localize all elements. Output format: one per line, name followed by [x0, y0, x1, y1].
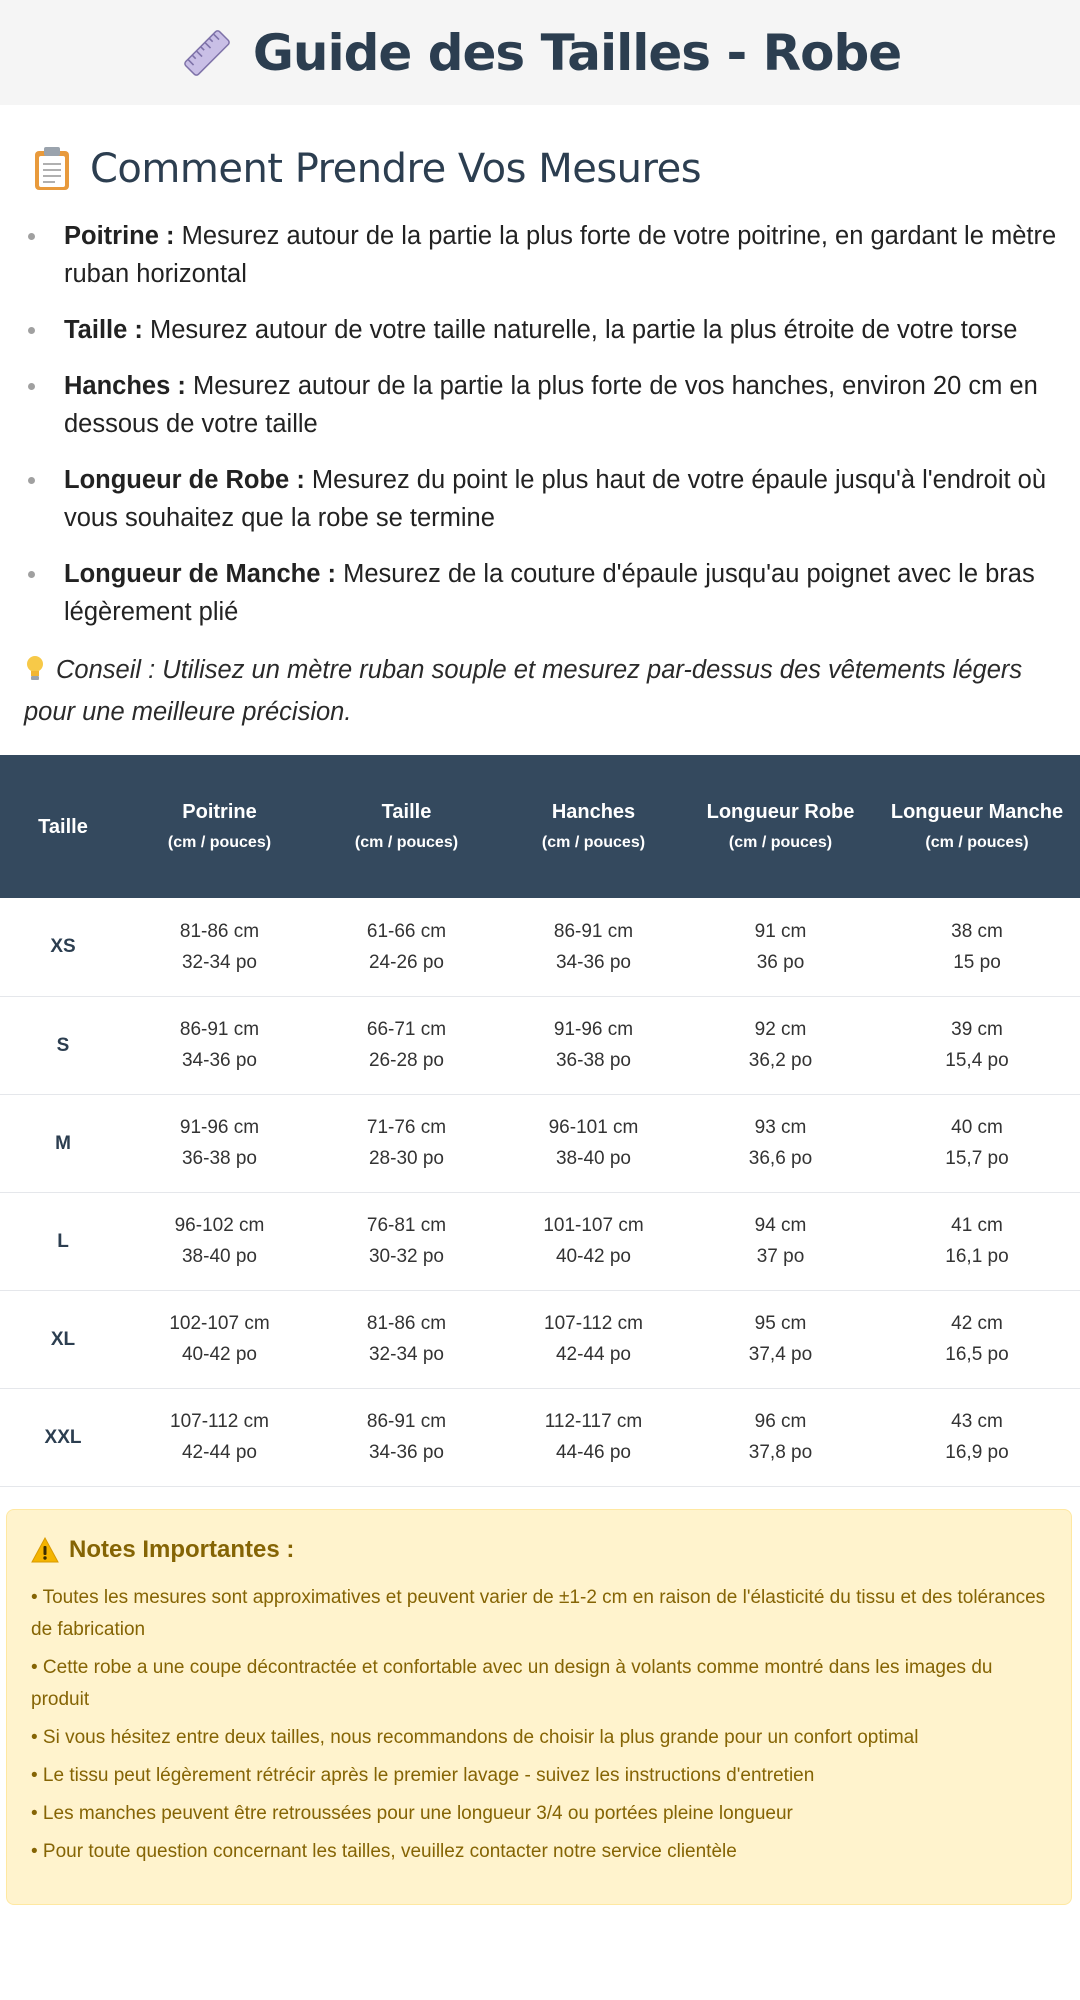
value-cm: 91 cm: [754, 920, 807, 942]
cell-sleeve-length: [874, 1192, 1080, 1290]
value-cm: 94 cm: [754, 1215, 807, 1236]
value-inches: 16,1 po: [945, 1246, 1009, 1267]
instruction-text: Mesurez de la couture d'épaule jusqu'au poignet avec le bras légèrement plié: [64, 560, 1035, 626]
value-inches: 34-36 po: [368, 1442, 444, 1463]
instruction-item-hips: [28, 367, 1060, 443]
value-inches: 36,6 po: [748, 1148, 813, 1169]
value-inches: 37,4 po: [748, 1344, 813, 1365]
size-table-body: [0, 898, 1080, 1486]
cell-waist: [313, 1290, 500, 1388]
value-cm: 41 cm: [951, 1215, 1003, 1236]
instruction-item-bust: [28, 217, 1060, 293]
cell-sleeve-length: [874, 1388, 1080, 1486]
size-label-cell: XL: [50, 1328, 76, 1350]
cell-sleeve-length: [874, 996, 1080, 1094]
value-cm: 107-112 cm: [170, 1411, 269, 1432]
bullet-dot: [28, 477, 35, 484]
cell-sleeve-length: [874, 1094, 1080, 1192]
column-header-label: Hanches: [551, 800, 636, 823]
value-cm: 93 cm: [754, 1117, 807, 1138]
note-item: • Toutes les mesures sont approximatives et peuvent varier de ±1-2 cm en raison de l'élasticité du tissu et des tolérances de fabrication: [31, 1586, 1046, 1640]
cell-dress-length: [687, 1388, 874, 1486]
cell-bust: [126, 898, 313, 996]
value-inches: 42-44 po: [555, 1344, 631, 1365]
value-cm: 91-96 cm: [553, 1019, 634, 1040]
value-cm: 61-66 cm: [366, 920, 447, 942]
tip-body: Conseil : Utilisez un mètre ruban souple et mesurez par-dessus des vêtements légers pour une meilleure précision.: [24, 656, 1023, 726]
column-header-waist: [313, 755, 500, 898]
value-cm: 95 cm: [754, 1313, 807, 1334]
instruction-item-waist: [28, 311, 1060, 349]
table-row: [0, 1094, 1080, 1192]
instruction-text: Mesurez du point le plus haut de votre épaule jusqu'à l'endroit où vous souhaitez que la robe se termine: [64, 466, 1047, 532]
value-inches: 30-32 po: [368, 1246, 444, 1267]
value-cm: 42 cm: [951, 1313, 1003, 1334]
value-inches: 37 po: [756, 1246, 805, 1267]
column-header-label: Longueur Robe: [706, 800, 855, 823]
value-cm: 66-71 cm: [366, 1019, 447, 1040]
instruction-term: Taille :: [64, 316, 143, 344]
instruction-term: Poitrine :: [64, 222, 175, 250]
value-inches: 37,8 po: [748, 1442, 813, 1463]
value-inches: 34-36 po: [181, 1050, 257, 1071]
value-inches: 44-46 po: [555, 1442, 631, 1463]
note-item: • Le tissu peut légèrement rétrécir après le premier lavage - suivez les instructions d'entretien: [31, 1764, 815, 1786]
bullet-dot: [28, 327, 35, 334]
size-label-cell: M: [55, 1132, 71, 1154]
note-item: • Les manches peuvent être retroussées pour une longueur 3/4 ou portées pleine longueur: [31, 1802, 793, 1824]
instruction-term: Longueur de Robe :: [64, 466, 305, 494]
instruction-text: Mesurez autour de votre taille naturelle, la partie la plus étroite de votre torse: [142, 316, 1018, 344]
column-header-unit: (cm / pouces): [925, 833, 1029, 851]
value-inches: 28-30 po: [368, 1148, 444, 1169]
size-label-cell: XXL: [44, 1426, 82, 1448]
value-cm: 107-112 cm: [544, 1313, 643, 1334]
column-header-label: Taille: [38, 815, 88, 838]
cell-sleeve-length: [874, 1290, 1080, 1388]
size-label-cell: XS: [50, 936, 76, 958]
value-cm: 86-91 cm: [553, 920, 634, 942]
cell-hips: [500, 996, 687, 1094]
value-cm: 102-107 cm: [169, 1313, 270, 1334]
column-header-label: Poitrine: [182, 800, 257, 823]
cell-hips: [500, 1388, 687, 1486]
value-inches: 32-34 po: [368, 1344, 444, 1365]
value-cm: 96-102 cm: [174, 1215, 265, 1236]
value-inches: 24-26 po: [368, 951, 444, 973]
column-header-sleeve-length: [874, 755, 1080, 898]
cell-dress-length: [687, 1290, 874, 1388]
cell-hips: [500, 1192, 687, 1290]
value-inches: 36 po: [756, 951, 805, 973]
note-item: • Cette robe a une coupe décontractée et confortable avec un design à volants comme montré dans les images du produit: [31, 1656, 993, 1710]
ruler-icon: [179, 25, 235, 81]
column-header-unit: (cm / pouces): [728, 833, 833, 851]
size-label-cell: S: [56, 1034, 70, 1056]
value-inches: 15 po: [953, 951, 1001, 973]
cell-waist: [313, 1388, 500, 1486]
cell-hips: [500, 1094, 687, 1192]
value-cm: 38 cm: [951, 920, 1003, 942]
value-inches: 40-42 po: [181, 1344, 257, 1365]
cell-dress-length: [687, 1192, 874, 1290]
value-inches: 38-40 po: [181, 1246, 257, 1267]
column-header-label: Longueur Manche: [890, 800, 1064, 823]
page-title-text: Guide des Tailles - Robe: [252, 23, 902, 82]
column-header-label: Taille: [381, 800, 432, 823]
size-chart-table: [0, 755, 1080, 1487]
cell-hips: [500, 1290, 687, 1388]
value-inches: 16,9 po: [945, 1442, 1009, 1463]
cell-bust: [126, 1388, 313, 1486]
bullet-dot: [28, 571, 35, 578]
measure-instructions: [0, 217, 1080, 631]
column-header-bust: [126, 755, 313, 898]
bullet-dot: [28, 383, 35, 390]
value-inches: 34-36 po: [555, 951, 631, 973]
value-inches: 38-40 po: [555, 1148, 631, 1169]
value-inches: 36-38 po: [181, 1148, 257, 1169]
value-cm: 43 cm: [951, 1411, 1003, 1432]
instruction-item-dress-length: [28, 461, 1060, 537]
table-row: [0, 1388, 1080, 1486]
value-cm: 81-86 cm: [366, 1313, 447, 1334]
value-cm: 76-81 cm: [366, 1215, 447, 1236]
column-header-size: [0, 755, 126, 898]
instruction-term: Hanches :: [64, 372, 186, 400]
value-cm: 40 cm: [951, 1117, 1003, 1138]
instruction-text: Mesurez autour de la partie la plus forte de votre poitrine, en gardant le mètre ruban horizontal: [64, 222, 1057, 288]
important-notes: [6, 1509, 1072, 1905]
instruction-term: Longueur de Manche :: [64, 560, 337, 588]
measure-section: [0, 139, 1080, 733]
value-inches: 16,5 po: [945, 1344, 1009, 1365]
cell-dress-length: [687, 1094, 874, 1192]
value-cm: 96-101 cm: [548, 1117, 639, 1138]
cell-bust: [126, 1290, 313, 1388]
warning-icon: [31, 1537, 59, 1563]
table-row: [0, 1192, 1080, 1290]
column-header-hips: [500, 755, 687, 898]
value-cm: 101-107 cm: [543, 1215, 644, 1236]
cell-sleeve-length: [874, 898, 1080, 996]
value-cm: 91-96 cm: [179, 1117, 260, 1138]
instruction-item-sleeve-length: [28, 555, 1060, 631]
notes-title-text: Notes Importantes :: [69, 1535, 295, 1563]
column-header-unit: (cm / pouces): [167, 833, 272, 851]
column-header-unit: (cm / pouces): [354, 833, 459, 851]
table-header-row: [0, 755, 1080, 898]
notes-list: [27, 1582, 1051, 1868]
page-title: [179, 24, 901, 82]
cell-bust: [126, 996, 313, 1094]
cell-bust: [126, 1192, 313, 1290]
value-inches: 36-38 po: [555, 1050, 631, 1071]
value-cm: 71-76 cm: [366, 1117, 447, 1138]
value-inches: 36,2 po: [748, 1050, 813, 1071]
note-item: • Pour toute question concernant les tailles, veuillez contacter notre service clientèle: [31, 1840, 737, 1862]
table-row: [0, 1290, 1080, 1388]
table-row: [0, 898, 1080, 996]
value-inches: 26-28 po: [368, 1050, 444, 1071]
value-cm: 112-117 cm: [544, 1411, 643, 1432]
section-heading-text: Comment Prendre Vos Mesures: [90, 146, 702, 192]
value-cm: 39 cm: [951, 1019, 1003, 1040]
value-inches: 32-34 po: [181, 951, 257, 973]
notes-title: [27, 1536, 1051, 1564]
cell-dress-length: [687, 898, 874, 996]
value-cm: 96 cm: [754, 1411, 807, 1432]
tip-text: [24, 649, 1060, 733]
value-cm: 81-86 cm: [179, 920, 260, 942]
value-cm: 86-91 cm: [179, 1019, 260, 1040]
cell-waist: [313, 1192, 500, 1290]
value-inches: 42-44 po: [181, 1442, 257, 1463]
section-heading: [32, 139, 1080, 199]
size-label-cell: L: [57, 1230, 69, 1252]
lightbulb-icon: [24, 653, 46, 681]
table-row: [0, 996, 1080, 1094]
instruction-text: Mesurez autour de la partie la plus forte de vos hanches, environ 20 cm en dessous de votre taille: [64, 372, 1038, 438]
cell-waist: [313, 996, 500, 1094]
cell-waist: [313, 898, 500, 996]
bullet-dot: [28, 233, 35, 240]
page-header: [0, 0, 1080, 105]
clipboard-icon: [32, 146, 72, 192]
column-header-unit: (cm / pouces): [541, 833, 646, 851]
value-cm: 86-91 cm: [366, 1411, 447, 1432]
column-header-dress-length: [687, 755, 874, 898]
value-inches: 15,7 po: [945, 1148, 1009, 1169]
value-cm: 92 cm: [754, 1019, 807, 1040]
cell-waist: [313, 1094, 500, 1192]
value-inches: 40-42 po: [555, 1246, 631, 1267]
cell-dress-length: [687, 996, 874, 1094]
note-item: • Si vous hésitez entre deux tailles, nous recommandons de choisir la plus grande pour un confort optimal: [31, 1726, 919, 1748]
cell-hips: [500, 898, 687, 996]
value-inches: 15,4 po: [945, 1050, 1009, 1071]
cell-bust: [126, 1094, 313, 1192]
